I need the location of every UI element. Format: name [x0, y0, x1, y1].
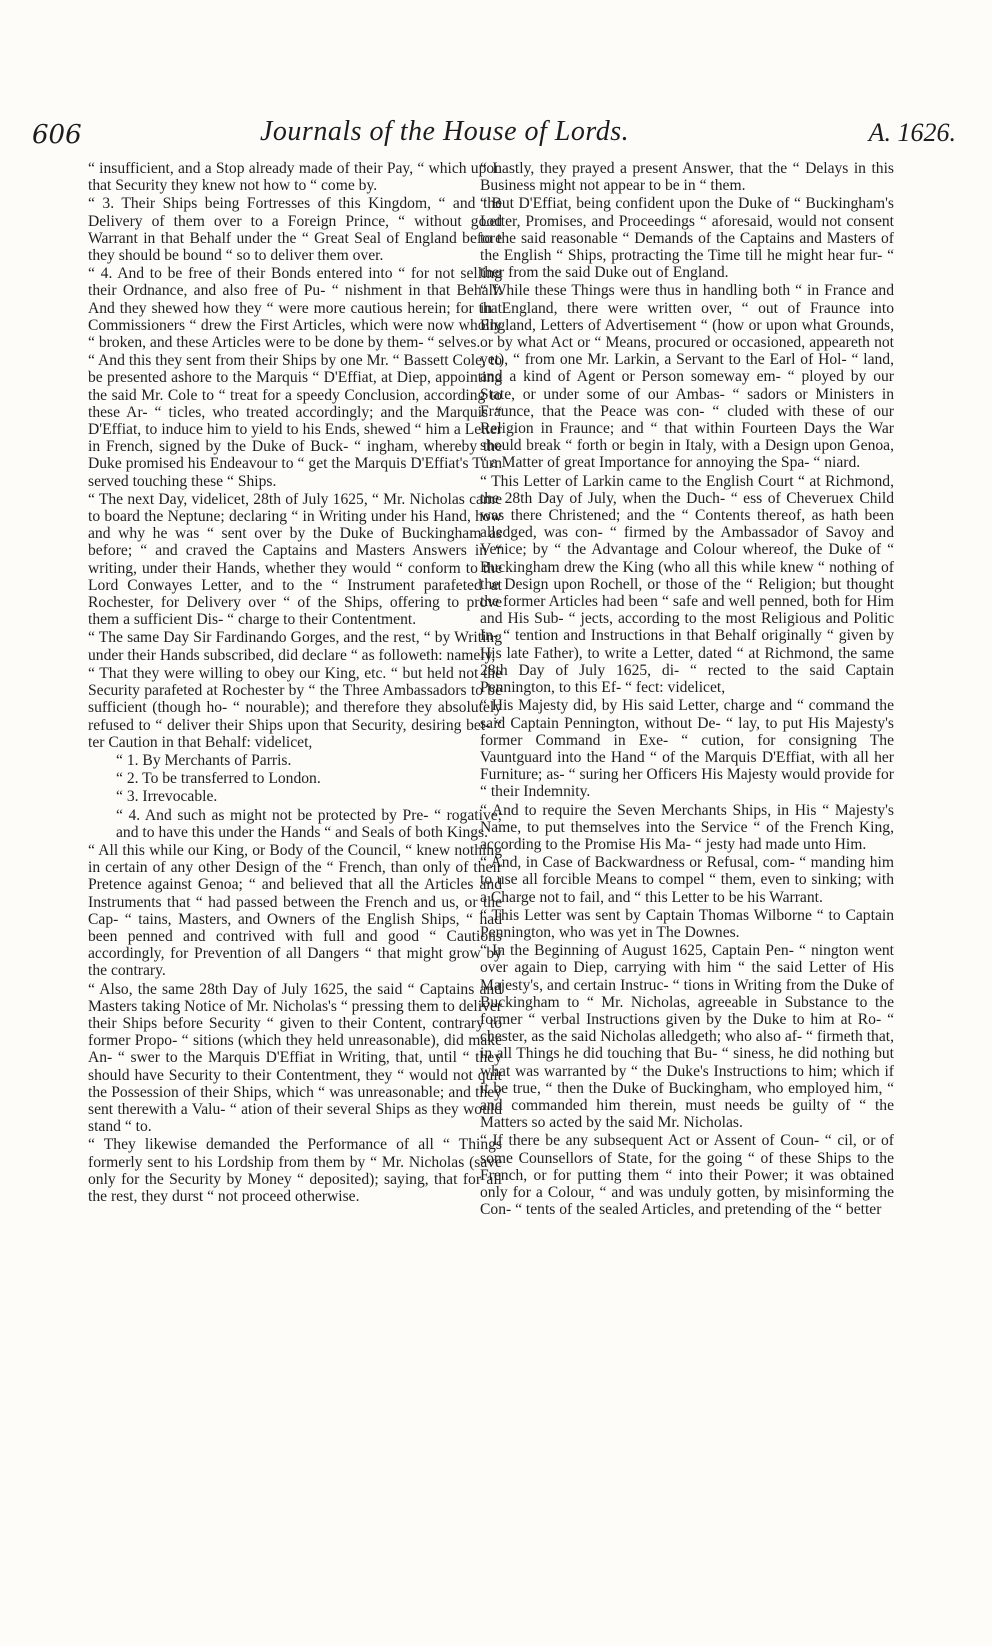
list-item: “ 2. To be transferred to London.: [116, 770, 321, 788]
list-item: “ 4. And such as might not be protected by Pre- “ rogative; and to have this under the Hands “ and Seals of both Kings.: [116, 806, 502, 841]
left-column: [88, 160, 502, 1206]
paragraph: “ In the Beginning of August 1625, Captain Pen- “ nington went over again to Diep, carrying with him “ the said Letter of His Majesty's, and certain Instruc- “ tions in Writing from the Duke of Buckingham to “ Mr. Nicholas, agreeable in Substance to the former “ verbal Instructions given by the Duke to him at Ro- “ chester, as the said Nicholas alledgeth; who also af- “ firmeth that, in all Things he did touching that Bu- “ siness, he did nothing but what was warranted by “ the Duke's Instructions to him; which if it be true, “ then the Duke of Buckingham, who employed him, “ and commanded him therein, must needs be guilty of “ the Matters so acted by the said Mr. Nicholas.: [480, 942, 894, 1132]
paragraph: “ Lastly, they prayed a present Answer, that the “ Delays in this Business might not appear to be in “ them.: [480, 160, 894, 195]
paragraph: “ His Majesty did, by His said Letter, charge and “ command the said Captain Pennington, without De- “ lay, to put His Majesty's former Command in Exe- “ cution, for consigning The Vauntguard into the Hand “ of the Marquis D'Effiat, with all her Furniture; as- “ suring her Officers His Majesty would provide for “ their Indemnity.: [480, 697, 894, 801]
paragraph: “ Also, the same 28th Day of July 1625, the said “ Captains and Masters taking Notice of Mr. Nicholas's “ pressing them to deliver their Ships before Security “ given to their Content, contrary to former Propo- “ sitions (which they held unreasonable), did make An- “ swer to the Marquis D'Effiat in Writing, that, until “ they should have Security to their Contentment, they “ would not quit the Possession of their Ships, which “ was unreasonable; and they sent therewith a Valu- “ ation of their several Ships as they would stand “ to.: [88, 980, 502, 1136]
list-item: “ 1. By Merchants of Parris.: [116, 751, 292, 769]
year-marker: A. 1626.: [868, 118, 956, 147]
paragraph: “ 3. Their Ships being Fortresses of this Kingdom, “ and the Delivery of them over to a Foreign Prince, “ without good Warrant in that Behalf under the “ Great Seal of England before they should be bound “ so to deliver them over.: [88, 195, 502, 265]
right-column: [480, 160, 894, 1219]
paragraph: “ This Letter of Larkin came to the English Court “ at Richmond, the 28th Day of July, when the Duch- “ ess of Cheveruex Child was there Christened; and the “ Contents thereof, as hath been alledged, was con- “ firmed by the Ambassador of Savoy and Venice; by “ the Advantage and Colour whereof, the Duke of “ Buckingham drew the King (who all this while knew “ nothing of the Design upon Rochell, or those of the “ Religion; but thought the former Articles had been “ safe and well penned, both for Him and His Sub- “ jects, according to the most Religious and Politic In- “ tention and Instructions in that Behalf originally “ given by His late Father), to write a Letter, dated “ at Richmond, the same 28th Day of July 1625, di- “ rected to the said Captain Pennington, to this Ef- “ fect: videlicet,: [480, 472, 894, 697]
paragraph: “ And to require the Seven Merchants Ships, in His “ Majesty's Name, to put themselves into the Service “ of the French King, according to the Promise His Ma- “ jesty had made unto Him.: [480, 801, 894, 853]
paragraph: “ But D'Effiat, being confident upon the Duke of “ Buckingham's Letter, Promises, and Proceedings “ aforesaid, would not consent to the said reasonable “ Demands of the Captains and Masters of the English “ Ships, protracting the Time till he might hear fur- “ ther from the said Duke out of England.: [480, 195, 894, 282]
paragraph: “ 4. And to be free of their Bonds entered into “ for not selling their Ordnance, and also free of Pu- “ nishment in that Behalf. And they shewed how they “ were more cautious herein; for that Commissioners “ drew the First Articles, which were now wholly “ broken, and these Articles were to be done by them- “ selves.: [88, 265, 502, 352]
running-head-title: Journals of the House of Lords.: [260, 116, 630, 147]
paragraph: “ The same Day Sir Fardinando Gorges, and the rest, “ by Writing under their Hands subscribed, did declare “ as followeth: namely,: [88, 629, 502, 664]
paragraph: “ That they were willing to obey our King, etc. “ but held not the Security parafeted at Rochester by “ the Three Ambassadors to be sufficient (though ho- “ nourable); and therefore they absolutely refused to “ deliver their Ships upon that Security, desiring bet- “ ter Caution in that Behalf: videlicet,: [88, 664, 502, 751]
paragraph: “ While these Things were thus in handling both “ in France and in England, there were written over, “ out of Fraunce into England, Letters of Advertisement “ (how or upon what Grounds, or by what Act or “ Means, procured or occasioned, appeareth not yet), “ from one Mr. Larkin, a Servant to the Earl of Hol- “ land, and a kind of Agent or Person someway em- “ ployed by our State, or under some of our Ambas- “ sadors or Ministers in Fraunce, that the Peace was con- “ cluded with these of our Religion in Fraunce; and “ that within Fourteen Days the War should break “ forth or begin in Italy, with a Design upon Genoa, “ a Matter of great Importance for annoying the Spa- “ niard.: [480, 282, 894, 472]
paragraph: “ All this while our King, or Body of the Council, “ knew nothing in certain of any other Design of the “ French, than only of their Pretence against Genoa; “ and believed that all the Articles and Instruments that “ had passed between the French and us, or the Cap- “ tains, Masters, and Owners of the English Ships, “ had been penned and contrived with full and good “ Cautions accordingly, for Prevention of all Dangers “ that might grow by the contrary.: [88, 841, 502, 980]
paragraph: “ And this they sent from their Ships by one Mr. “ Bassett Cole, to be presented ashore to the Marquis “ D'Effiat, at Diep, appointing the said Mr. Cole to “ treat for a speedy Conclusion, according to these Ar- “ ticles, who treated accordingly; and the Marquis “ D'Effiat, to induce him to yield to his Ends, shewed “ him a Letter in French, signed by the Duke of Buck- “ ingham, whereby the Duke promised his Endeavour to “ get the Marquis D'Effiat's Turn served touching these “ Ships.: [88, 352, 502, 490]
paragraph: “ If there be any subsequent Act or Assent of Coun- “ cil, or of some Counsellors of State, for the going “ of these Ships to the French, or for putting them “ into their Power; it was obtained only for a Colour, “ and was unduly gotten, by misinforming the Con- “ tents of the sealed Articles, and pretending of the “ better: [480, 1132, 894, 1219]
list-item: “ 3. Irrevocable.: [116, 788, 218, 806]
paragraph: “ And, in Case of Backwardness or Refusal, com- “ manding him to use all forcible Means to compel “ them, even to sinking; with a Charge not to fail, and “ this Letter to be his Warrant.: [480, 854, 894, 906]
paragraph: “ This Letter was sent by Captain Thomas Wilborne “ to Captain Pennington, who was yet in The Downes.: [480, 906, 894, 941]
paragraph: “ They likewise demanded the Performance of all “ Things formerly sent to his Lordship from them by “ Mr. Nicholas (save only for the Security by Money “ deposited); saying, that for all the rest, they durst “ not proceed otherwise.: [88, 1136, 502, 1205]
paragraph: “ The next Day, videlicet, 28th of July 1625, “ Mr. Nicholas came to board the Neptune; declaring “ in Writing under his Hand, how and why he was “ sent over by the Duke of Buckingham as before; “ and craved the Captains and Masters Answers in “ writing, under their Hands, whether they would “ conform to the Lord Conwayes Letter, and to the “ Instrument parafeted at Rochester, for Delivery over “ of the Ships, offering to prove them a sufficient Dis- “ charge to their Contentment.: [88, 490, 502, 629]
page-number: 606: [32, 120, 82, 150]
paragraph: “ insufficient, and a Stop already made of their Pay, “ which upon that Security they knew not how to “ come by.: [88, 160, 502, 195]
